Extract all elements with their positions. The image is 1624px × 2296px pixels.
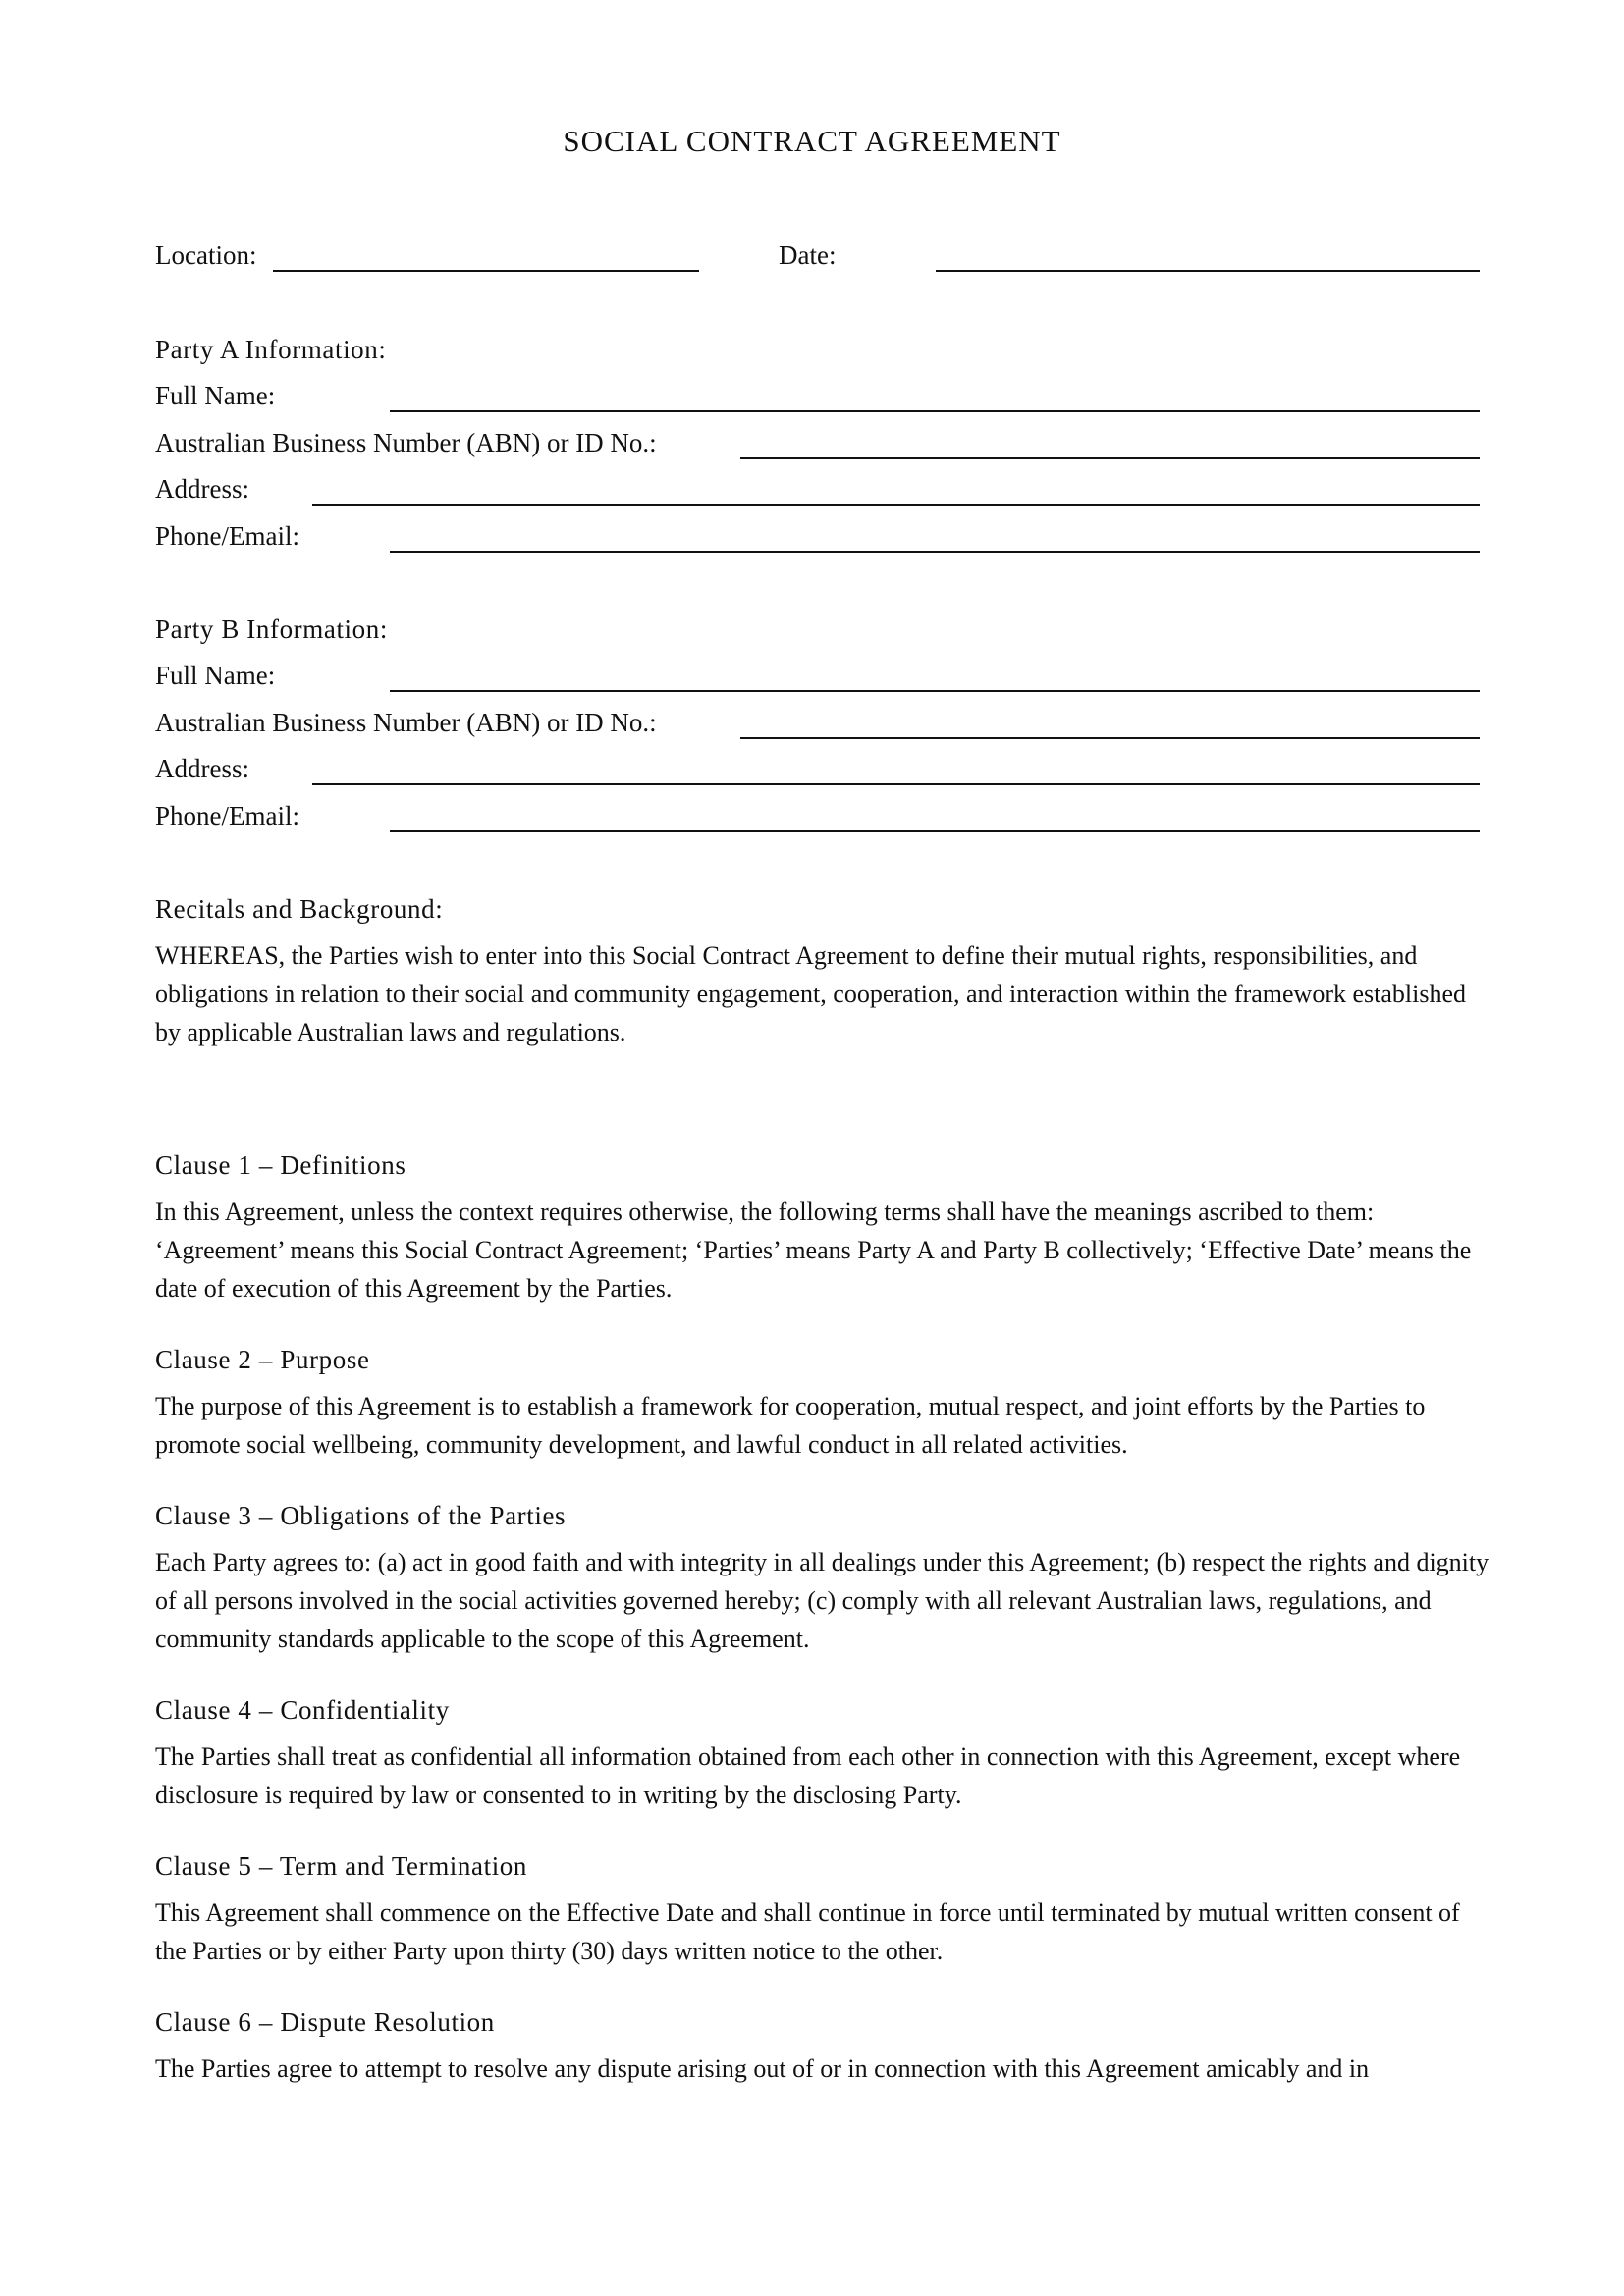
- recitals-heading: Recitals and Background:: [155, 894, 444, 924]
- party-a-abn-label: Australian Business Number (ABN) or ID No.:: [155, 428, 657, 457]
- party-a-address-label: Address:: [155, 474, 249, 504]
- clause-3-heading: Clause 3 – Obligations of the Parties: [155, 1501, 567, 1530]
- clause-2-heading: Clause 2 – Purpose: [155, 1345, 370, 1374]
- clause-3-text: Each Party agrees to: (a) act in good faith and with integrity in all dealings under this Agreement; (b) respect the rights and dignity of all persons involved in the social activities governed hereby; (c) comply with all relevant Australian laws, regulations, and community standards applicable to the scope of this Agreement.: [155, 1548, 1489, 1653]
- document-title: SOCIAL CONTRACT AGREEMENT: [563, 124, 1061, 158]
- clause-6-heading: Clause 6 – Dispute Resolution: [155, 2007, 495, 2037]
- recitals-text: WHEREAS, the Parties wish to enter into this Social Contract Agreement to define their mutual rights, responsibilities, and obligations in relation to their social and community engagement, cooperation, and interaction within the framework established by applicable Australian laws and regulations.: [155, 941, 1467, 1046]
- party-a-abn-field[interactable]: [740, 457, 1480, 459]
- clause-6-text: The Parties agree to attempt to resolve any dispute arising out of or in connection with this Agreement amicably and in: [155, 2055, 1370, 2083]
- party-a-full-name-label: Full Name:: [155, 381, 276, 410]
- clause-5-text: This Agreement shall commence on the Effective Date and shall continue in force until terminated by mutual written consent of the Parties or by either Party upon thirty (30) days written notice to the other.: [155, 1898, 1460, 1965]
- party-b-heading: Party B Information:: [155, 614, 388, 644]
- party-b-full-name-label: Full Name:: [155, 661, 276, 690]
- party-a-heading: Party A Information:: [155, 335, 387, 364]
- party-b-abn-field[interactable]: [740, 737, 1480, 739]
- party-b-full-name-field[interactable]: [390, 690, 1480, 692]
- clause-5-heading: Clause 5 – Term and Termination: [155, 1851, 527, 1881]
- party-b-address-label: Address:: [155, 754, 249, 783]
- clause-2-text: The purpose of this Agreement is to establish a framework for cooperation, mutual respect, and joint efforts by the Parties to promote social wellbeing, community development, and lawful conduct in all related activities.: [155, 1392, 1426, 1459]
- location-field[interactable]: [273, 270, 699, 272]
- party-a-full-name-field[interactable]: [390, 410, 1480, 412]
- clause-1-text: In this Agreement, unless the context requires otherwise, the following terms shall have the meanings ascribed to them: ‘Agreement’ means this Social Contract Agreement; ‘Parties’ means Party A and Party B collectively; ‘Effective Date’ means the date of execution of this Agreement by the Parties.: [155, 1198, 1472, 1303]
- party-a-address-field[interactable]: [312, 504, 1480, 506]
- location-label: Location:: [155, 240, 257, 270]
- party-b-phone-email-field[interactable]: [390, 830, 1480, 832]
- clause-4-text: The Parties shall treat as confidential all information obtained from each other in connection with this Agreement, except where disclosure is required by law or consented to in writing by the disclosing Party.: [155, 1742, 1461, 1809]
- party-b-address-field[interactable]: [312, 783, 1480, 785]
- clause-4-heading: Clause 4 – Confidentiality: [155, 1695, 450, 1725]
- party-b-abn-label: Australian Business Number (ABN) or ID No.:: [155, 708, 657, 737]
- date-field[interactable]: [936, 270, 1480, 272]
- clause-1-heading: Clause 1 – Definitions: [155, 1150, 406, 1180]
- party-a-phone-email-label: Phone/Email:: [155, 521, 299, 551]
- party-a-phone-email-field[interactable]: [390, 551, 1480, 553]
- party-b-phone-email-label: Phone/Email:: [155, 801, 299, 830]
- date-label: Date:: [779, 240, 837, 270]
